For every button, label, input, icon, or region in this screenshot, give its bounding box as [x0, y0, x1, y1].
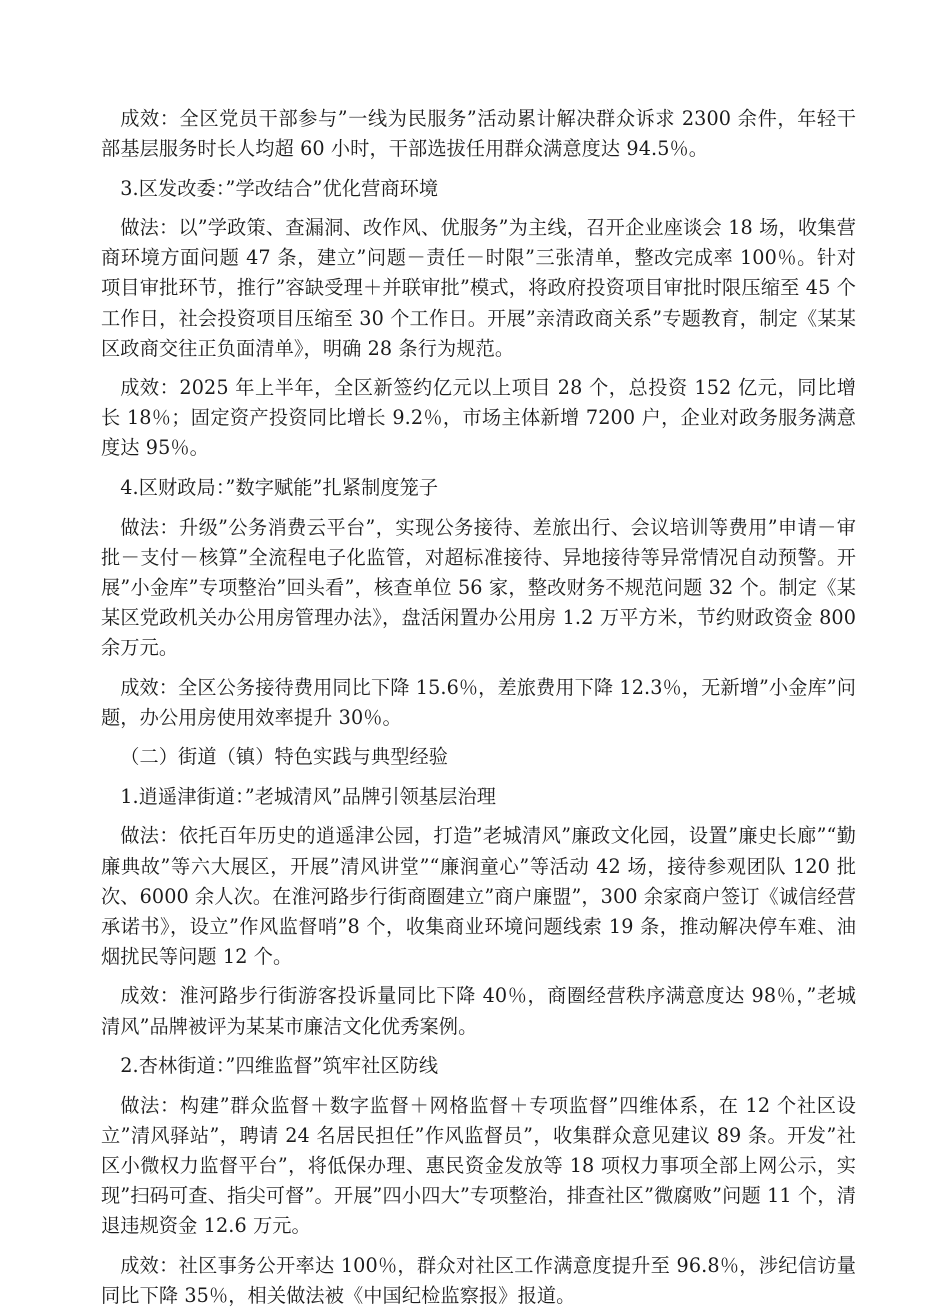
paragraph-practice-business-environment: 做法：以”学政策、查漏洞、改作风、优服务”为主线，召开企业座谈会 18 场，收集营商环境方面问题 47 条，建立”问题－责任－时限”三张清单，整改完成率 100％。针对项目审批环节，推行”容缺受理＋并联审批”模式，将政府投资项目审批时限压缩至 45 个工作日，社会投资项目压缩至 30 个工作日。开展”亲清政商关系”专题教育，制定《某某区政商交往正负面清单》，明确 28 条行为规范。: [101, 216, 856, 360]
heading-section-two-street-town-practices: （二）街道（镇）特色实践与典型经验: [120, 745, 449, 769]
heading-2-xinglin-street: 2.杏林街道：”四维监督”筑牢社区防线: [120, 1054, 439, 1078]
paragraph-effect-huaihe-road-complaints: 成效：淮河路步行街游客投诉量同比下降 40％，商圈经营秩序满意度达 98％，”老城清风”品牌被评为某某市廉洁文化优秀案例。: [101, 984, 856, 1038]
paragraph-practice-digital-finance-supervision: 做法：升级”公务消费云平台”，实现公务接待、差旅出行、会议培训等费用”申请－审批－支付－核算”全流程电子化监管，对超标准接待、异地接待等异常情况自动预警。开展”小金库”专项整治”回头看”，核查单位 56 家，整改财务不规范问题 32 个。制定《某某区党政机关办公用房管理办法》，盘活闲置办公用房 1.2 万平方米，节约财政资金 800 余万元。: [101, 515, 856, 659]
paragraph-effect-investment-projects: 成效：2025 年上半年，全区新签约亿元以上项目 28 个，总投资 152 亿元，同比增长 18％；固定资产投资同比增长 9.2％，市场主体新增 7200 户，企业对政务服务满意度达 95％。: [101, 376, 856, 460]
document-text-column: [101, 104, 856, 1311]
paragraph-practice-xiaoyaojin-culture-park: 做法：依托百年历史的逍遥津公园，打造”老城清风”廉政文化园，设置”廉史长廊”“勤廉典故”等六大展区，开展”清风讲堂”“廉润童心”等活动 42 场，接待参观团队 120 批次、6000 余人次。在淮河路步行街商圈建立”商户廉盟”，300 余家商户签订《诚信经营承诺书》，设立”作风监督哨”8 个，收集商业环境问题线索 19 条，推动解决停车难、油烟扰民等问题 12 个。: [101, 824, 856, 968]
paragraph-effect-cadre-service: 成效：全区党员干部参与”一线为民服务”活动累计解决群众诉求 2300 余件，年轻干部基层服务时长人均超 60 小时，干部选拔任用群众满意度达 94.5％。: [101, 107, 856, 161]
paragraph-effect-community-transparency: 成效：社区事务公开率达 100％，群众对社区工作满意度提升至 96.8％，涉纪信访量同比下降 35％，相关做法被《中国纪检监察报》报道。: [101, 1253, 856, 1307]
paragraph-practice-four-dimension-supervision: 做法：构建”群众监督＋数字监督＋网格监督＋专项监督”四维体系，在 12 个社区设立”清风驿站”，聘请 24 名居民担任”作风监督员”，收集群众意见建议 89 条。开发”社区小微权力监督平台”，将低保办理、惠民资金发放等 18 项权力事项全部上网公示，实现”扫码可查、指尖可督”。开展”四小四大”专项整治，排查社区”微腐败”问题 11 个，清退违规资金 12.6 万元。: [101, 1093, 856, 1238]
paragraph-effect-expense-reduction: 成效：全区公务接待费用同比下降 15.6％，差旅费用下降 12.3％，无新增”小金库”问题，办公用房使用效率提升 30％。: [101, 675, 856, 729]
heading-4-district-finance-bureau: 4.区财政局：”数字赋能”扎紧制度笼子: [120, 476, 439, 500]
heading-1-xiaoyaojin-street: 1.逍遥津街道：”老城清风”品牌引领基层治理: [120, 784, 497, 808]
heading-3-district-development-reform-commission: 3.区发改委：”学改结合”优化营商环境: [120, 176, 439, 200]
